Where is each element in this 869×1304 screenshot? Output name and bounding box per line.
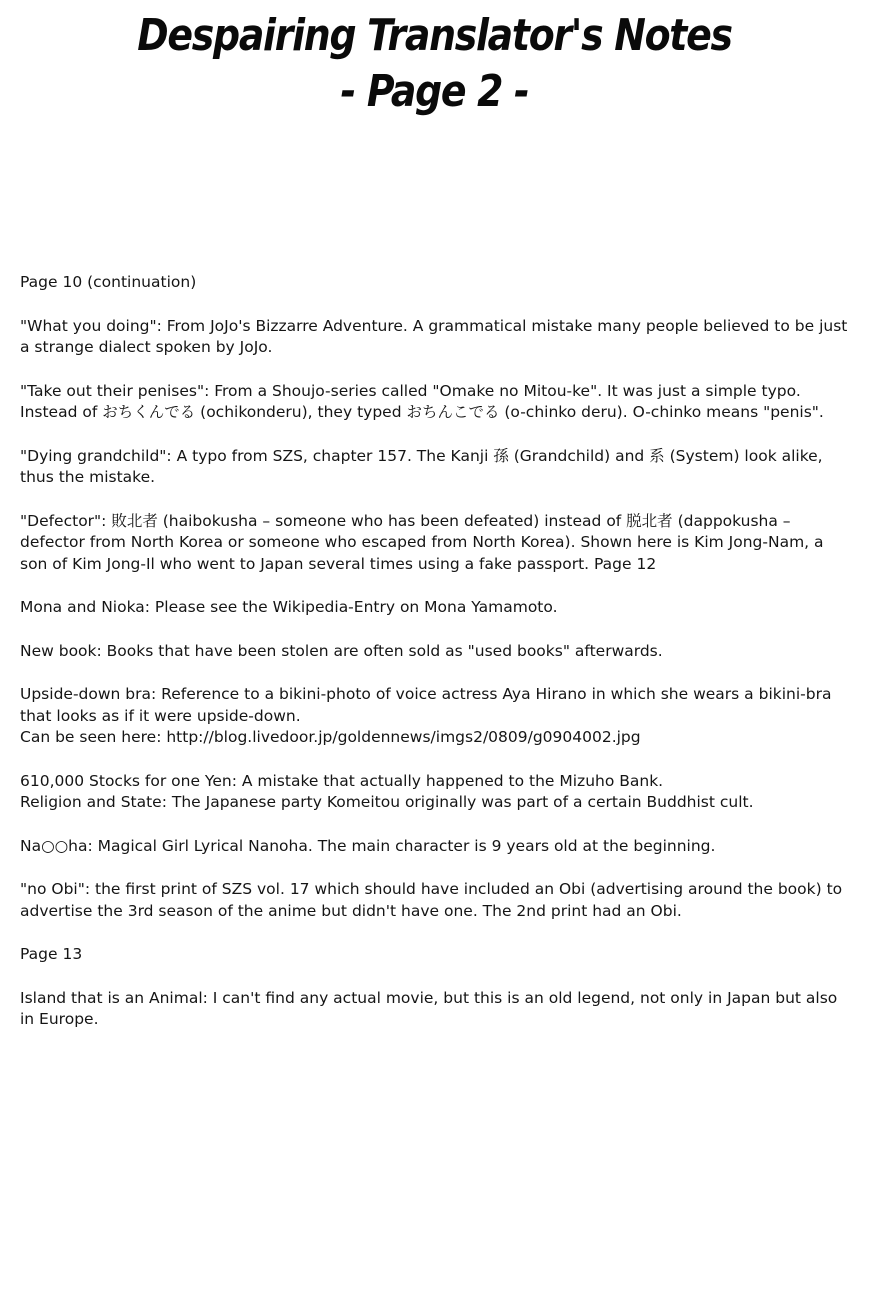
note-paragraph [20,836,850,858]
note-line: Mona and Nioka: Please see the Wikipedia-Entry on Mona Yamamoto. [20,598,558,616]
note-paragraph [20,641,850,663]
note-paragraph [20,272,850,294]
note-line: Religion and State: The Japanese party Komeitou originally was part of a certain Buddhist cult. [20,793,754,811]
note-line: "Defector": 敗北者 (haibokusha – someone who has been defeated) instead of 脱北者 (dappokusha – defector from North Korea or someone who escaped from North Korea). Shown here is Kim Jong-Nam, a son of Kim Jong-Il who went to Japan several times using a fake passport. Page 12 [20,511,824,573]
note-paragraph [20,988,850,1031]
notes-body [20,272,850,1053]
page-title: Despairing Translator's Notes [137,10,732,61]
note-paragraph [20,446,850,489]
note-paragraph [20,771,850,814]
note-line: Upside-down bra: Reference to a bikini-photo of voice actress Aya Hirano in which she wears a bikini-bra that looks as if it were upside-down. [20,685,832,725]
note-paragraph [20,684,850,749]
note-line: Na○○ha: Magical Girl Lyrical Nanoha. The main character is 9 years old at the beginning. [20,836,716,855]
note-line: 610,000 Stocks for one Yen: A mistake that actually happened to the Mizuho Bank. [20,771,664,790]
page-header [0,8,869,120]
note-line: "Dying grandchild": A typo from SZS, chapter 157. The Kanji 孫 (Grandchild) and 系 (System) look alike, thus the mistake. [20,446,823,486]
note-paragraph [20,944,850,966]
note-line: Page 10 (continuation) [20,273,197,291]
note-paragraph [20,879,850,922]
note-line: "no Obi": the first print of SZS vol. 17 which should have included an Obi (advertising around the book) to advertise the 3rd season of the anime but didn't have one. The 2nd print had an Obi. [20,880,843,920]
note-line: Page 13 [20,945,83,963]
note-line: "Take out their penises": From a Shoujo-series called "Omake no Mitou-ke". It was just a simple typo. Instead of おちくんでる (ochikonderu), they typed おちんこでる (o-chinko deru). O-chinko means "penis". [20,381,824,421]
note-line: New book: Books that have been stolen are often sold as "used books" afterwards. [20,641,663,660]
page-subtitle: - Page 2 - [340,66,529,117]
note-line: "What you doing": From JoJo's Bizzarre Adventure. A grammatical mistake many people believed to be just a strange dialect spoken by JoJo. [20,316,848,356]
note-line: Can be seen here: http://blog.livedoor.jp/goldennews/imgs2/0809/g0904002.jpg [20,728,641,746]
note-line: Island that is an Animal: I can't find any actual movie, but this is an old legend, not only in Japan but also in Europe. [20,988,838,1028]
note-paragraph [20,511,850,576]
note-paragraph [20,316,850,359]
note-paragraph [20,381,850,424]
note-paragraph [20,597,850,619]
